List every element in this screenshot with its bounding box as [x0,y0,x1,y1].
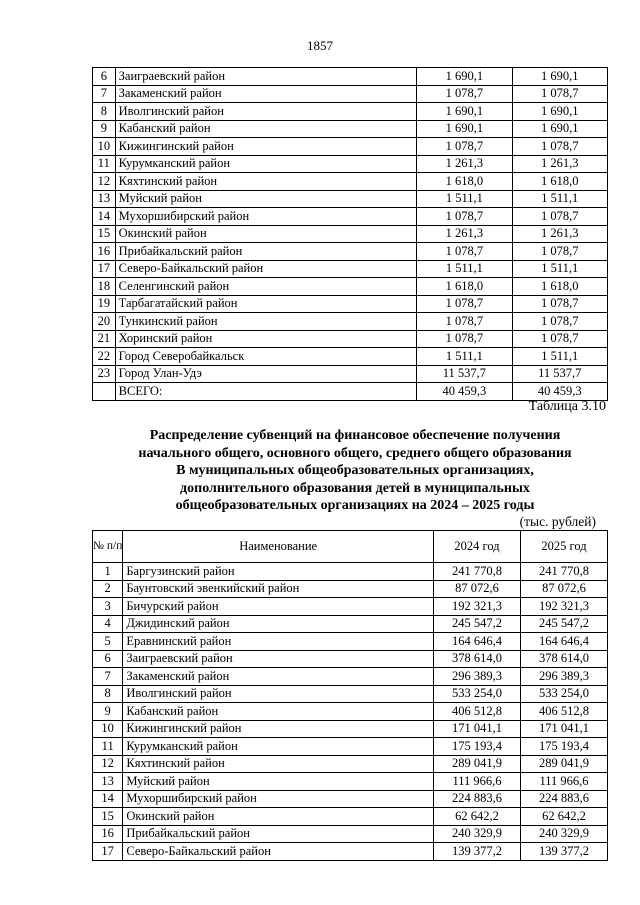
header-row [93,531,608,563]
row-value-2: 87 072,6 [521,580,608,598]
row-value-1: 224 883,6 [434,790,521,808]
table-label: Таблица 3.10 [528,399,606,414]
row-name: Баунтовский эвенкийский район [123,580,434,598]
table-row [93,225,608,243]
row-value-1: 378 614,0 [434,650,521,668]
row-value-1: 139 377,2 [434,843,521,861]
table-row [93,278,608,296]
row-name: Курумканский район [115,155,417,173]
row-value-1: 1 261,3 [417,155,512,173]
table-row [93,720,608,738]
row-name: Закаменский район [123,668,434,686]
row-value-2: 175 193,4 [521,738,608,756]
row-value-2: 1 618,0 [512,278,607,296]
row-number: 20 [93,313,116,331]
row-value-1: 1 690,1 [417,68,512,86]
row-value-2: 224 883,6 [521,790,608,808]
row-value-2: 296 389,3 [521,668,608,686]
row-value-1: 1 511,1 [417,190,512,208]
row-name: Бичурский район [123,598,434,616]
row-number: 12 [93,173,116,191]
row-value-2: 164 646,4 [521,633,608,651]
row-number: 10 [93,138,116,156]
row-name: Закаменский район [115,85,417,103]
row-value-2: 1 078,7 [512,208,607,226]
row-number: 3 [93,598,123,616]
row-number: 7 [93,668,123,686]
row-name: Тункинский район [115,313,417,331]
row-value-2: 378 614,0 [521,650,608,668]
row-number: 11 [93,155,116,173]
row-value-1: 289 041,9 [434,755,521,773]
caption-line: В муниципальных общеобразовательных организациях, [176,463,534,478]
row-number: 10 [93,720,123,738]
row-name: Муйский район [123,773,434,791]
row-value-1: 1 078,7 [417,85,512,103]
row-value-2: 1 690,1 [512,68,607,86]
caption-line: общеобразовательных организациях на 2024 – 2025 годы [175,498,535,513]
row-number: 6 [93,650,123,668]
table-row [93,120,608,138]
row-value-2: 406 512,8 [521,703,608,721]
row-name: ВСЕГО: [115,383,417,401]
row-number: 1 [93,563,123,581]
unit-label: (тыс. рублей) [519,514,596,529]
row-value-1: 1 078,7 [417,138,512,156]
table-row [93,703,608,721]
row-value-2: 289 041,9 [521,755,608,773]
row-value-1: 192 321,3 [434,598,521,616]
row-name: Заиграевский район [115,68,417,86]
header-2024: 2024 год [434,531,521,563]
row-name: Прибайкальский район [115,243,417,261]
row-number: 13 [93,190,116,208]
row-name: Кабанский район [115,120,417,138]
caption-line: дополнительного образования детей в муниципальных [180,480,530,496]
row-value-2: 192 321,3 [521,598,608,616]
row-name: Иволгинский район [123,685,434,703]
header-name: Наименование [123,531,434,563]
row-number: 5 [93,633,123,651]
row-value-1: 111 966,6 [434,773,521,791]
table-row [93,808,608,826]
table-row [93,633,608,651]
row-value-1: 1 078,7 [417,295,512,313]
row-name: Еравнинский район [123,633,434,651]
row-value-1: 1 078,7 [417,208,512,226]
row-value-2: 1 078,7 [512,138,607,156]
row-number: 22 [93,348,116,366]
table-row [93,313,608,331]
row-name: Прибайкальский район [123,825,434,843]
row-number: 17 [93,260,116,278]
row-value-1: 1 078,7 [417,243,512,261]
row-number: 15 [93,225,116,243]
row-value-2: 1 690,1 [512,103,607,121]
table-row [93,173,608,191]
table-row [93,668,608,686]
row-number: 21 [93,330,116,348]
row-name: Кяхтинский район [123,755,434,773]
row-value-1: 62 642,2 [434,808,521,826]
table-row [93,348,608,366]
row-name: Кяхтинский район [115,173,417,191]
row-number: 15 [93,808,123,826]
subvention-table [92,530,608,861]
row-value-2: 1 078,7 [512,295,607,313]
table-row [93,598,608,616]
row-value-2: 11 537,7 [512,365,607,383]
row-name: Кабанский район [123,703,434,721]
table-row [93,260,608,278]
table-row [93,330,608,348]
caption-line: Распределение субвенций на финансовое обеспечение получения [149,428,561,443]
row-name: Город Северобайкальск [115,348,417,366]
table-row [93,383,608,401]
row-value-2: 171 041,1 [521,720,608,738]
row-value-2: 1 690,1 [512,120,607,138]
table-body [93,563,608,861]
row-value-1: 406 512,8 [434,703,521,721]
row-value-1: 241 770,8 [434,563,521,581]
row-value-2: 1 511,1 [512,190,607,208]
table-row [93,103,608,121]
row-value-1: 164 646,4 [434,633,521,651]
row-value-1: 1 078,7 [417,330,512,348]
row-number [93,383,116,401]
header-number: № п/п [93,531,123,563]
row-value-1: 1 078,7 [417,313,512,331]
table-header [93,531,608,563]
row-number: 17 [93,843,123,861]
row-name: Селенгинский район [115,278,417,296]
table-row [93,615,608,633]
table-row [93,155,608,173]
row-number: 4 [93,615,123,633]
header-2025: 2025 год [521,531,608,563]
table-row [93,825,608,843]
row-number: 18 [93,278,116,296]
row-value-2: 1 261,3 [512,225,607,243]
row-name: Мухоршибирский район [123,790,434,808]
row-value-1: 171 041,1 [434,720,521,738]
row-number: 9 [93,703,123,721]
row-value-1: 11 537,7 [417,365,512,383]
caption-line: начального общего, основного общего, среднего общего образования [138,445,572,461]
row-number: 14 [93,790,123,808]
row-value-2: 1 618,0 [512,173,607,191]
row-name: Муйский район [115,190,417,208]
row-name: Баргузинский район [123,563,434,581]
table-row [93,85,608,103]
table-row [93,685,608,703]
row-number: 8 [93,103,116,121]
row-value-1: 1 690,1 [417,120,512,138]
row-value-2: 1 078,7 [512,243,607,261]
row-value-1: 1 511,1 [417,260,512,278]
row-value-2: 1 078,7 [512,85,607,103]
table-row [93,755,608,773]
row-name: Северо-Байкальский район [123,843,434,861]
row-number: 13 [93,773,123,791]
row-value-2: 241 770,8 [521,563,608,581]
row-name: Тарбагатайский район [115,295,417,313]
row-name: Окинский район [123,808,434,826]
row-number: 23 [93,365,116,383]
row-name: Кижингинский район [115,138,417,156]
row-value-1: 1 690,1 [417,103,512,121]
row-value-1: 533 254,0 [434,685,521,703]
row-name: Курумканский район [123,738,434,756]
table-row [93,68,608,86]
row-value-2: 1 078,7 [512,330,607,348]
row-name: Хоринский район [115,330,417,348]
table-row [93,650,608,668]
row-name: Джидинский район [123,615,434,633]
table-row [93,773,608,791]
row-value-1: 1 618,0 [417,278,512,296]
row-value-2: 111 966,6 [521,773,608,791]
row-value-1: 1 261,3 [417,225,512,243]
row-name: Заиграевский район [123,650,434,668]
table-row [93,243,608,261]
row-value-2: 245 547,2 [521,615,608,633]
row-number: 7 [93,85,116,103]
row-value-2: 62 642,2 [521,808,608,826]
row-value-2: 1 078,7 [512,313,607,331]
row-value-2: 240 329,9 [521,825,608,843]
row-value-2: 533 254,0 [521,685,608,703]
row-number: 14 [93,208,116,226]
row-number: 2 [93,580,123,598]
table-row [93,563,608,581]
table-body [93,68,608,401]
row-number: 11 [93,738,123,756]
table-row [93,580,608,598]
row-name: Северо-Байкальский район [115,260,417,278]
row-value-1: 240 329,9 [434,825,521,843]
row-value-1: 296 389,3 [434,668,521,686]
table-row [93,208,608,226]
row-name: Мухоршибирский район [115,208,417,226]
subvention-table-continued [92,67,608,401]
table-caption [95,427,615,515]
row-name: Город Улан-Удэ [115,365,417,383]
row-value-1: 1 618,0 [417,173,512,191]
page-number: 1857 [307,38,333,53]
row-name: Иволгинский район [115,103,417,121]
row-number: 16 [93,825,123,843]
row-number: 19 [93,295,116,313]
row-name: Окинский район [115,225,417,243]
row-number: 6 [93,68,116,86]
table-row [93,138,608,156]
table-row [93,790,608,808]
table-row [93,843,608,861]
row-value-2: 1 511,1 [512,260,607,278]
row-value-2: 1 261,3 [512,155,607,173]
table-row [93,190,608,208]
row-value-1: 175 193,4 [434,738,521,756]
row-number: 12 [93,755,123,773]
row-value-2: 139 377,2 [521,843,608,861]
table-row [93,295,608,313]
row-number: 8 [93,685,123,703]
row-name: Кижингинский район [123,720,434,738]
row-value-2: 1 511,1 [512,348,607,366]
row-value-1: 40 459,3 [417,383,512,401]
row-number: 16 [93,243,116,261]
table-row [93,365,608,383]
row-number: 9 [93,120,116,138]
table-row [93,738,608,756]
row-value-2: 40 459,3 [512,383,607,401]
row-value-1: 1 511,1 [417,348,512,366]
row-value-1: 245 547,2 [434,615,521,633]
row-value-1: 87 072,6 [434,580,521,598]
